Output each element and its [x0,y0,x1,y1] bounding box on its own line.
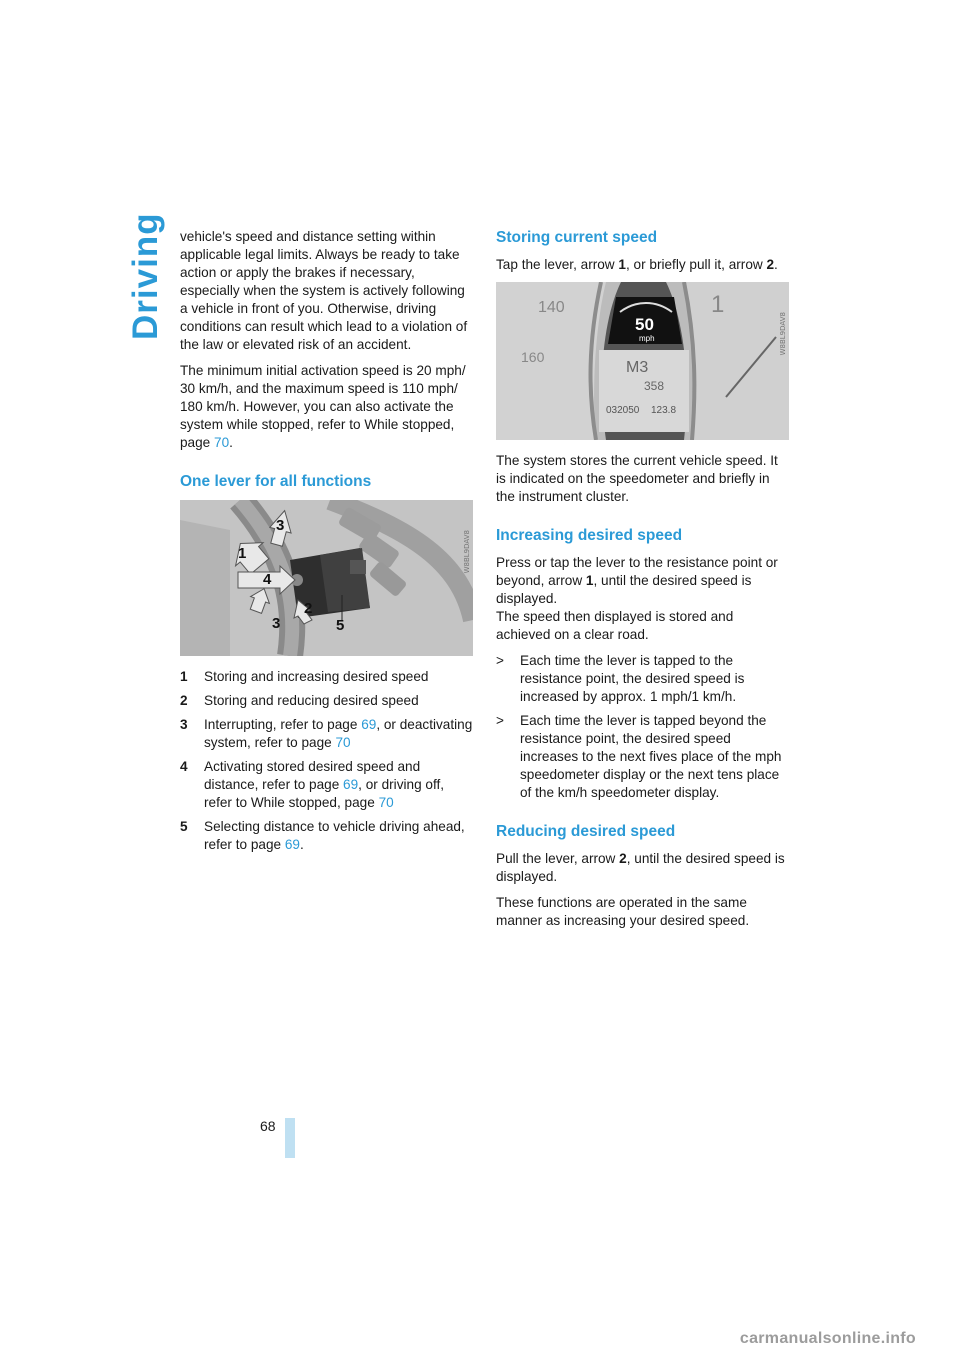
figure-code: W8BL9DAV8 [779,312,787,356]
list-item [496,652,791,706]
gauge-160: 160 [521,349,545,365]
figure-label-1: 1 [238,545,247,562]
heading-increasing: Increasing desired speed [496,527,683,544]
min-speed-paragraph [180,362,475,452]
cluster-speed: 50 [635,315,654,334]
cluster-model: M3 [626,359,649,376]
item-number: 3 [180,717,188,732]
bullet-text: Each time the lever is tapped to the resistance point, the desired speed is increased by approx. 1 mph/1 km/h. [520,653,745,704]
cluster-range: 358 [644,379,665,393]
item-number: 1 [180,669,188,684]
figure-label-5: 5 [336,617,345,634]
watermark: carmanualsonline.info [739,1330,916,1347]
intro-paragraph: vehicle's speed and distance setting within applicable legal limits. Always be ready to take action or apply the brakes if necessary, especially when the system is actively following a vehicle in front of you. Otherwise, driving conditions can result which lead to a violation of the law or elevated risk of an accident. [180,229,468,352]
item-text: Storing and reducing desired speed [204,693,419,708]
function-list [180,668,475,854]
figure-label-3a: 3 [276,517,285,534]
page-link[interactable]: 70 [378,795,394,810]
cluster-odometer: 032050 [606,405,640,416]
heading-lever: One lever for all functions [180,473,372,490]
cluster-figure [496,282,789,440]
gauge-140: 140 [538,299,565,316]
item-text: Interrupting, refer to page 69, or deactivating system, refer to page 70 [204,717,473,750]
storing-paragraph: Tap the lever, arrow 1, or briefly pull it, arrow 2. [496,257,778,272]
gauge-1: 1 [711,291,725,318]
page-link[interactable]: 70 [335,735,351,750]
cluster-trip: 123.8 [651,405,677,416]
instrument-cluster-illustration [496,282,789,440]
item-number: 2 [180,693,188,708]
figure-label-2: 2 [304,600,313,617]
item-number: 5 [180,819,188,834]
page-bar [285,1118,295,1158]
page-link[interactable]: 69 [343,777,359,792]
list-item [180,692,475,710]
bullet-mark: > [496,653,504,668]
list-item [496,712,791,802]
lever-illustration [180,500,473,656]
lever-figure [180,500,473,656]
figure-code: W8BL9DAV8 [463,530,471,574]
left-column [180,228,475,860]
page-link[interactable]: 69 [361,717,377,732]
list-item [180,818,475,854]
list-item [180,668,475,686]
item-text: Activating stored desired speed and distance, refer to page 69, or driving off, refer to While stopped, page 70 [204,759,445,810]
right-column [496,228,791,938]
reducing-paragraph-2: These functions are operated in the same manner as increasing your desired speed. [496,895,750,928]
heading-storing: Storing current speed [496,229,658,246]
bullet-text: Each time the lever is tapped beyond the resistance point, the desired speed increases to the next fives place of the mph speedometer display or the next tens place of the km/h speedometer display. [520,713,782,800]
stores-paragraph: The system stores the current vehicle speed. It is indicated on the speedometer and briefly in the instrument cluster. [496,453,778,504]
increasing-paragraph: Press or tap the lever to the resistance point or beyond, arrow 1, until the desired speed is displayed. [496,555,778,606]
section-title-text: Driving [126,212,165,340]
item-text: Selecting distance to vehicle driving ahead, refer to page 69. [204,819,465,852]
page-number: 68 [260,1118,276,1134]
page-link[interactable]: 69 [284,837,300,852]
heading-reducing: Reducing desired speed [496,823,676,840]
list-item [180,758,475,812]
item-text: Storing and increasing desired speed [204,669,429,684]
increasing-paragraph-2: The speed then displayed is stored and achieved on a clear road. [496,609,734,642]
page-link[interactable]: 70 [214,435,230,450]
figure-label-3b: 3 [272,615,281,632]
min-speed-text: The minimum initial activation speed is 20 mph/ 30 km/h, and the maximum speed is 110 mph/ 180 km/h. However, you can also activate the system while stopped, refer to While stopped, page [180,363,466,450]
increasing-bullets [496,652,791,802]
min-speed-end: . [229,435,233,450]
list-item [180,716,475,752]
bullet-mark: > [496,713,504,728]
item-number: 4 [180,759,188,774]
cluster-unit: mph [639,334,655,343]
reducing-paragraph: Pull the lever, arrow 2, until the desired speed is displayed. [496,851,785,884]
figure-label-4: 4 [263,571,272,588]
section-title [124,212,165,350]
